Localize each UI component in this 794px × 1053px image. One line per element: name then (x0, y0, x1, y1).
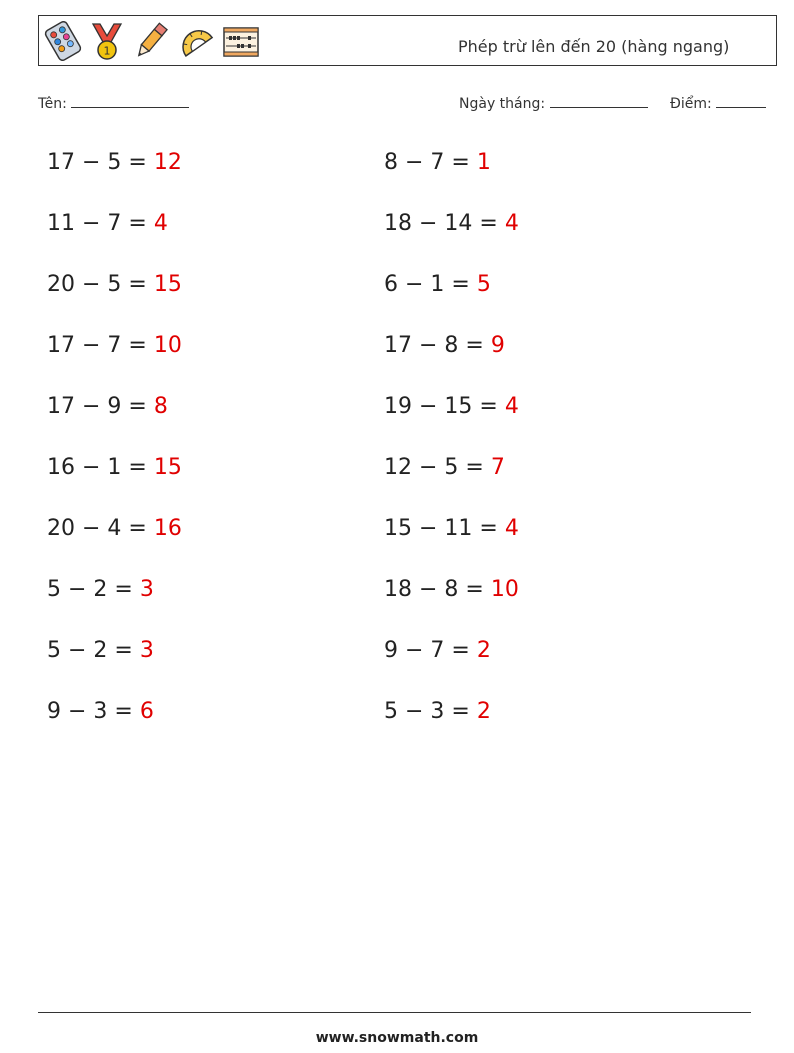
problem-row (47, 638, 154, 663)
problem-row (47, 211, 168, 236)
problem-question: 16 − 1 = (47, 455, 154, 480)
problem-row (384, 333, 505, 358)
paint-palette-icon (43, 20, 83, 62)
problem-answer: 8 (153, 394, 168, 419)
problem-row (47, 699, 154, 724)
problem-row (47, 455, 182, 480)
problem-row (47, 577, 154, 602)
problem-question: 17 − 7 = (47, 333, 154, 358)
problem-answer: 10 (153, 333, 182, 358)
problem-answer: 4 (504, 516, 519, 541)
problem-question: 17 − 5 = (47, 150, 154, 175)
medal-icon (87, 20, 127, 62)
problem-question: 5 − 3 = (384, 699, 477, 724)
header-box (38, 15, 777, 66)
problem-row (384, 211, 519, 236)
problem-question: 8 − 7 = (384, 150, 477, 175)
problem-answer: 4 (153, 211, 168, 236)
score-field (670, 95, 766, 112)
problem-answer: 15 (153, 272, 182, 297)
problem-question: 18 − 8 = (384, 577, 491, 602)
problem-question: 18 − 14 = (384, 211, 505, 236)
problem-answer: 5 (476, 272, 491, 297)
problem-question: 11 − 7 = (47, 211, 154, 236)
footer-divider (38, 1012, 751, 1013)
problem-question: 19 − 15 = (384, 394, 505, 419)
pencil-icon (131, 20, 171, 62)
problem-row (47, 333, 182, 358)
abacus-icon (221, 20, 261, 62)
problem-row (384, 577, 519, 602)
problem-row (47, 150, 182, 175)
problem-question: 12 − 5 = (384, 455, 491, 480)
problem-answer: 1 (476, 150, 491, 175)
problem-answer: 3 (139, 577, 154, 602)
name-blank[interactable] (71, 95, 189, 108)
date-label: Ngày tháng: (459, 96, 546, 112)
problem-answer: 15 (153, 455, 182, 480)
footer-url: www.snowmath.com (315, 1030, 479, 1046)
name-label: Tên: (38, 96, 67, 112)
problem-answer: 4 (504, 211, 519, 236)
problem-question: 20 − 4 = (47, 516, 154, 541)
problem-row (47, 516, 182, 541)
score-blank[interactable] (716, 95, 766, 108)
problem-answer: 9 (490, 333, 505, 358)
problem-answer: 10 (490, 577, 519, 602)
problem-answer: 7 (490, 455, 505, 480)
problem-answer: 16 (153, 516, 182, 541)
problem-row (47, 394, 168, 419)
problem-question: 6 − 1 = (384, 272, 477, 297)
problem-answer: 3 (139, 638, 154, 663)
problem-answer: 12 (153, 150, 182, 175)
problem-row (384, 455, 505, 480)
problem-question: 9 − 7 = (384, 638, 477, 663)
problem-question: 9 − 3 = (47, 699, 140, 724)
problem-answer: 2 (476, 699, 491, 724)
problem-question: 17 − 8 = (384, 333, 491, 358)
problem-question: 5 − 2 = (47, 577, 140, 602)
problem-answer: 6 (139, 699, 154, 724)
problem-row (384, 516, 519, 541)
problem-row (384, 150, 491, 175)
score-label: Điểm: (670, 96, 712, 112)
problem-row (384, 272, 491, 297)
problem-question: 5 − 2 = (47, 638, 140, 663)
protractor-icon (175, 20, 215, 62)
date-field (459, 95, 648, 112)
worksheet-title: Phép trừ lên đến 20 (hàng ngang) (458, 37, 730, 56)
problem-question: 20 − 5 = (47, 272, 154, 297)
date-blank[interactable] (550, 95, 648, 108)
problem-answer: 2 (476, 638, 491, 663)
problem-answer: 4 (504, 394, 519, 419)
problem-row (384, 638, 491, 663)
name-field (38, 95, 189, 112)
problem-row (384, 699, 491, 724)
problem-row (47, 272, 182, 297)
svg-text:1: 1 (103, 44, 111, 58)
problem-question: 17 − 9 = (47, 394, 154, 419)
problem-row (384, 394, 519, 419)
problem-question: 15 − 11 = (384, 516, 505, 541)
